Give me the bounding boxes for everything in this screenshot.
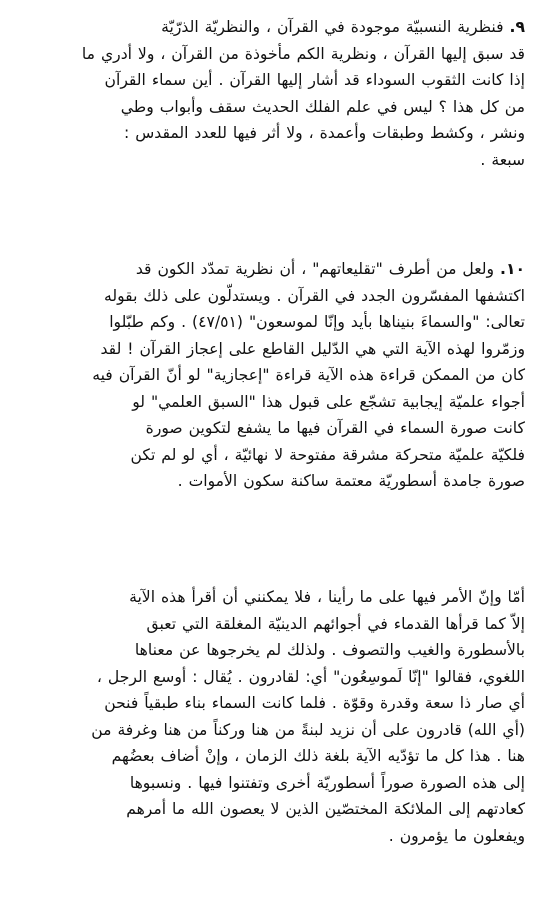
paragraph-line: من كل هذا ؟ ليس في علم الفلك الحديث سقف وأبواب وطي: [120, 97, 525, 116]
paragraph-line: أي صار ذا سعة وقدرة وقوّة . فلما كانت السماء بناء طبقياً فنحن: [104, 694, 525, 712]
paragraph-line: فلكيّة علميّة متحركة مشرقة مفتوحة لا نهائيّة ، أي لو لم تكن: [130, 445, 525, 464]
paragraph-line: تعالى: "والسماءَ بنيناها بأيد وإنّا لموسعون" (٤٧/٥١) . وكم طبّلوا: [109, 313, 525, 331]
paragraph-line: كان من الممكن قراءة هذه الآية قراءة "إعجازية" لو أنّ القرآن فيه: [92, 366, 525, 384]
paragraph-line: (أي الله) قادرون على أن نزيد لبنةً من هنا وركناً من هنا وغرفة من: [91, 720, 525, 739]
paragraph-line: اللغوي، فقالوا "إنّا لَموسِعُون" أي: لقادرون . يُقال : أوسع الرجل ،: [96, 667, 525, 686]
paragraph-line: كانت صورة السماء في القرآن فيها ما يشفع لتكوين صورة: [145, 419, 525, 437]
paragraph-line: أجواء علميّة إيجابية تشجّع على قبول هذا "السبق العلمي" لو: [132, 392, 525, 411]
paragraph-line: إذا كانت الثقوب السوداء قد أشار إليها القرآن . أين سماء القرآن: [104, 71, 525, 89]
paragraph-line: أمّا وإنّ الأمر فيها على ما رأينا ، فلا يمكنني أن أقرأ هذه الآية: [129, 588, 525, 606]
paragraph-line: وزمّروا لهذه الآية التي هي الدّليل القاطع على إعجاز القرآن ! لقد: [100, 339, 525, 358]
paragraph-line: قد سبق إليها القرآن ، ونظرية الكم مأخوذة من القرآن ، ولا أدري ما: [81, 44, 525, 63]
paragraph-line: سبعة .: [480, 150, 525, 169]
paragraph-line: كعادتهم إلى الملائكة المختصّين الذين لا يعصون الله ما أمرهم: [126, 800, 525, 818]
paragraph-10: [12, 256, 525, 495]
paragraph-line: إلاّ كما قرأها القدماء في أجوائهم الدينيّة المغلقة التي تعبق: [146, 614, 525, 633]
paragraph-line: ويفعلون ما يؤمرون .: [388, 826, 525, 845]
paragraph-line: ٩. فنظرية النسبيّة موجودة في القرآن ، والنظريّة الذرّيّة: [161, 18, 525, 36]
paragraph-line: اكتشفها المفسّرون الجدد في القرآن . ويستدلّون على ذلك بقوله: [104, 286, 525, 305]
paragraph-line: ١٠. ولعل من أطرف "تقليعاتهم" ، أن نظرية تمدّد الكون قد: [135, 260, 525, 278]
paragraph-9: [12, 14, 525, 173]
paragraph-11: [12, 584, 525, 849]
paragraph-line: ونشر ، وكشط وطبقات وأعمدة ، ولا أثر فيها للعدد المقدس :: [124, 124, 525, 142]
paragraph-line: صورة جامدة أسطوريّة معتمة ساكنة سكون الأموات .: [177, 472, 525, 490]
paragraph-line: بالأسطورة والغيب والتصوف . ولذلك لم يخرجوها عن معناها: [134, 641, 525, 659]
paragraph-number: ٩.: [509, 18, 525, 36]
paragraph-line: إلى هذه الصورة صوراً أسطوريّة أخرى وتفتنوا فيها . ونسبوها: [129, 773, 525, 792]
paragraph-number: ١٠.: [500, 260, 525, 278]
paragraph-line: هنا . هذا كل ما تؤدّيه الآية بلغة ذلك الزمان ، وإنْ أضاف بعضُهم: [111, 747, 525, 765]
